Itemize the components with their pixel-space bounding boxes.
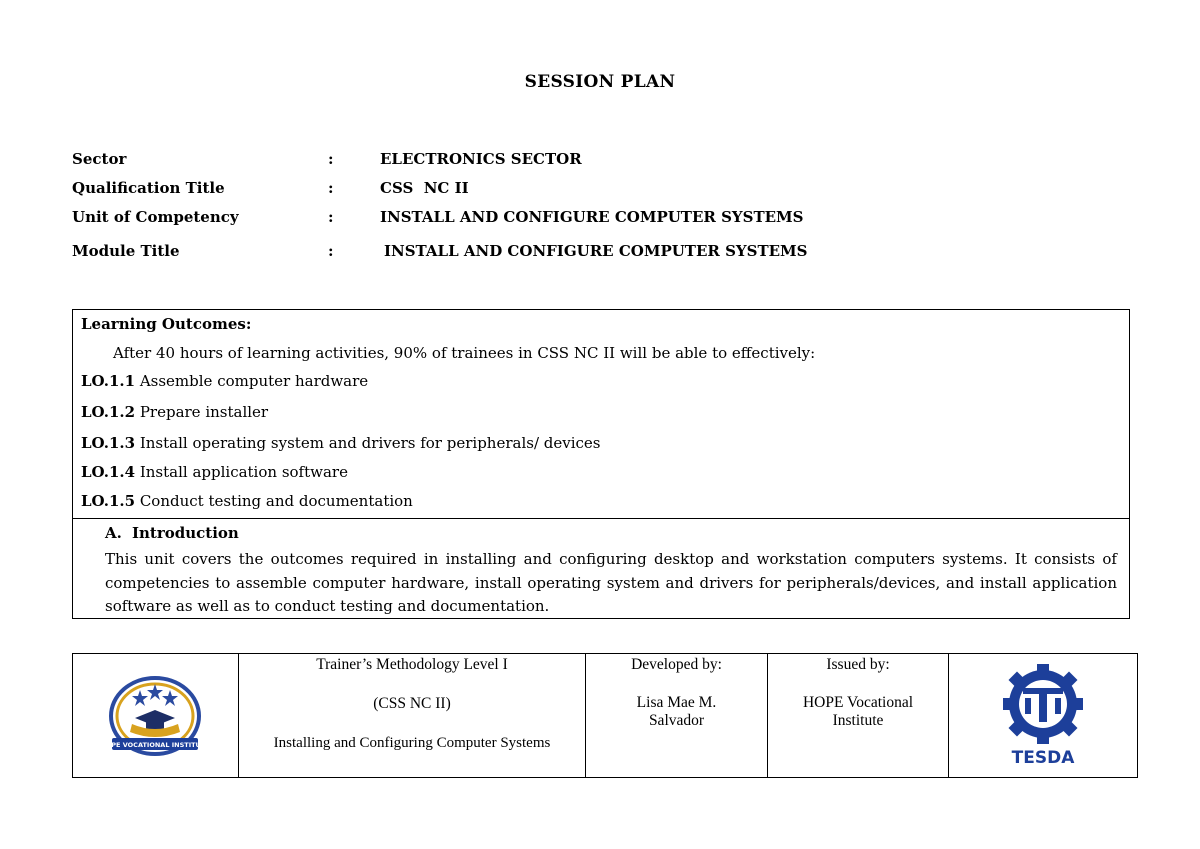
footer-issued-cell [768, 654, 949, 777]
page-title: SESSION PLAN [524, 72, 676, 92]
learning-outcomes-lead: After 40 hours of learning activities, 90% of trainees in CSS NC II will be able to effectively: [113, 344, 816, 362]
learning-outcomes-heading: Learning Outcomes: [81, 315, 252, 333]
learning-box [72, 309, 1130, 619]
issuer-name-line-1: HOPE Vocational [802, 694, 914, 711]
footer-course-cell [239, 654, 586, 777]
info-value: ELECTRONICS SECTOR [380, 150, 582, 168]
course-line-1: Trainer’s Methodology Level I [316, 656, 508, 673]
developer-name-line-2: Salvador [648, 712, 705, 729]
developed-by-label: Developed by: [631, 656, 722, 673]
introduction-title: Introduction [132, 524, 239, 542]
info-separator: : [328, 242, 334, 260]
developer-name-line-1: Lisa Mae M. [636, 694, 717, 711]
lo-code: LO.1.4 [81, 463, 136, 481]
lo-code: LO.1.3 [81, 434, 136, 452]
lo-text: Assemble computer hardware [135, 372, 369, 390]
info-separator: : [328, 179, 334, 197]
info-key: Sector [72, 150, 127, 168]
footer-tesda-cell [949, 654, 1137, 777]
lo-item [81, 463, 348, 481]
lo-text: Install application software [135, 463, 348, 481]
tesda-logo [993, 662, 1093, 766]
info-value: CSS NC II [380, 179, 469, 197]
info-key: Module Title [72, 242, 180, 260]
introduction-number: A. [105, 524, 122, 542]
lo-text: Prepare installer [135, 403, 269, 421]
lo-item [81, 372, 368, 390]
introduction-body: This unit covers the outcomes required in installing and configuring desktop and workstation computers systems. It consists of competencies to assemble computer hardware, install operating system and drivers for peripherals/devices, and install application software as well as to conduct testing and documentation. [105, 550, 1117, 615]
info-separator: : [328, 150, 334, 168]
tesda-logo-text: TESDA [1011, 748, 1075, 766]
hope-institute-logo [100, 672, 210, 764]
lo-code: LO.1.1 [81, 372, 136, 390]
footer-logo-cell [73, 654, 239, 777]
lo-code: LO.1.2 [81, 403, 136, 421]
lo-text: Install operating system and drivers for peripherals/ devices [135, 434, 601, 452]
lo-item [81, 492, 413, 510]
info-value: INSTALL AND CONFIGURE COMPUTER SYSTEMS [380, 208, 804, 226]
info-value: INSTALL AND CONFIGURE COMPUTER SYSTEMS [384, 242, 808, 260]
learning-outcomes-section [73, 310, 1129, 519]
footer-table [72, 653, 1138, 778]
course-line-2: (CSS NC II) [373, 695, 451, 712]
issued-by-label: Issued by: [826, 656, 890, 673]
info-key: Unit of Competency [72, 208, 239, 226]
lo-item [81, 434, 601, 452]
info-key: Qualification Title [72, 179, 225, 197]
info-separator: : [328, 208, 334, 226]
hope-logo-text: HOPE VOCATIONAL INSTITUTE [100, 741, 210, 749]
lo-text: Conduct testing and documentation [135, 492, 413, 510]
issuer-name-line-2: Institute [832, 712, 884, 729]
footer-developed-cell [586, 654, 768, 777]
lo-item [81, 403, 268, 421]
introduction-heading [105, 524, 239, 542]
course-line-3: Installing and Configuring Computer Systems [273, 735, 551, 751]
lo-code: LO.1.5 [81, 492, 136, 510]
